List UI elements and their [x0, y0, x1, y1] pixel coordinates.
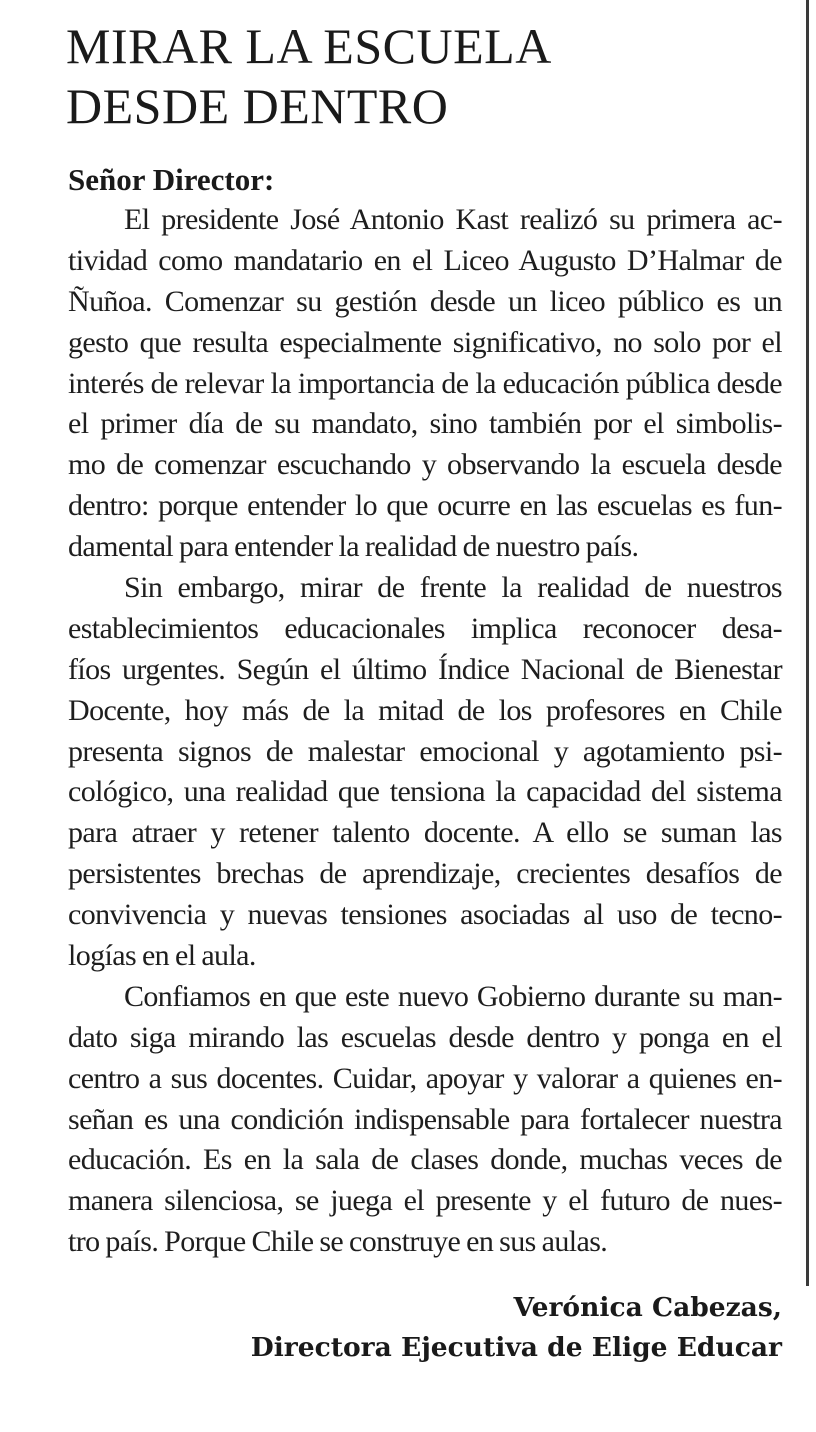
paragraph-1 — [68, 200, 782, 568]
text-line: manera silenciosa, se juega el presente y el futuro de nues- — [68, 1184, 782, 1218]
paragraph-3 — [68, 977, 782, 1263]
text-line: para atraer y retener talento docente. A ello se suman las — [68, 816, 782, 850]
text-line: tividad como mandatario en el Liceo Augusto D’Halmar de — [68, 243, 782, 277]
text-line: mo de comenzar escuchando y observando la escuela desde — [68, 448, 782, 482]
text-line: Sin embargo, mirar de frente la realidad de nuestros — [124, 571, 782, 605]
text-line: interés de relevar la importancia de la educación pública desde — [68, 366, 782, 400]
letter-headline — [66, 16, 786, 136]
letter-body — [68, 200, 782, 1263]
letter-salutation: Señor Director: — [68, 162, 275, 197]
text-line: gesto que resulta especialmente significativo, no solo por el — [68, 325, 782, 359]
headline-line-2: DESDE DENTRO — [66, 78, 449, 134]
text-line: señan es una condición indispensable para fortalecer nuestra — [68, 1102, 782, 1136]
text-line: damental para entender la realidad de nuestro país. — [68, 530, 639, 564]
signature-title: Directora Ejecutiva de Elige Educar — [250, 1332, 782, 1363]
text-line: Confiamos en que este nuevo Gobierno durante su man- — [124, 979, 782, 1013]
paragraph-2 — [68, 568, 782, 977]
text-line: tro país. Porque Chile se construye en sus aulas. — [68, 1225, 608, 1259]
text-line: cológico, una realidad que tensiona la capacidad del sistema — [68, 775, 782, 809]
column-divider-rule — [806, 0, 809, 1286]
text-line: Docente, hoy más de la mitad de los profesores en Chile — [68, 693, 782, 727]
text-line: El presidente José Antonio Kast realizó su primera ac- — [124, 203, 782, 236]
text-line: fíos urgentes. Según el último Índice Nacional de Bienestar — [68, 652, 782, 686]
text-line: dentro: porque entender lo que ocurre en las escuelas es fun- — [68, 489, 782, 523]
text-line: establecimientos educacionales implica reconocer desa- — [68, 611, 782, 645]
text-line: persistentes brechas de aprendizaje, crecientes desafíos de — [68, 857, 782, 891]
text-line: educación. Es en la sala de clases donde, muchas veces de — [68, 1143, 782, 1177]
text-line: presenta signos de malestar emocional y agotamiento psi- — [68, 734, 782, 768]
text-line: dato siga mirando las escuelas desde dentro y ponga en el — [68, 1020, 782, 1054]
text-line: el primer día de su mandato, sino también por el simbolis- — [68, 407, 782, 441]
letter-signature — [251, 1288, 782, 1368]
signature-name: Verónica Cabezas, — [513, 1292, 782, 1323]
text-line: convivencia y nuevas tensiones asociadas al uso de tecno- — [68, 898, 782, 932]
text-line: Ñuñoa. Comenzar su gestión desde un liceo público es un — [68, 284, 782, 318]
text-line: logías en el aula. — [68, 939, 256, 973]
headline-line-1: MIRAR LA ESCUELA — [66, 18, 552, 74]
text-line: centro a sus docentes. Cuidar, apoyar y valorar a quienes en- — [68, 1061, 782, 1095]
